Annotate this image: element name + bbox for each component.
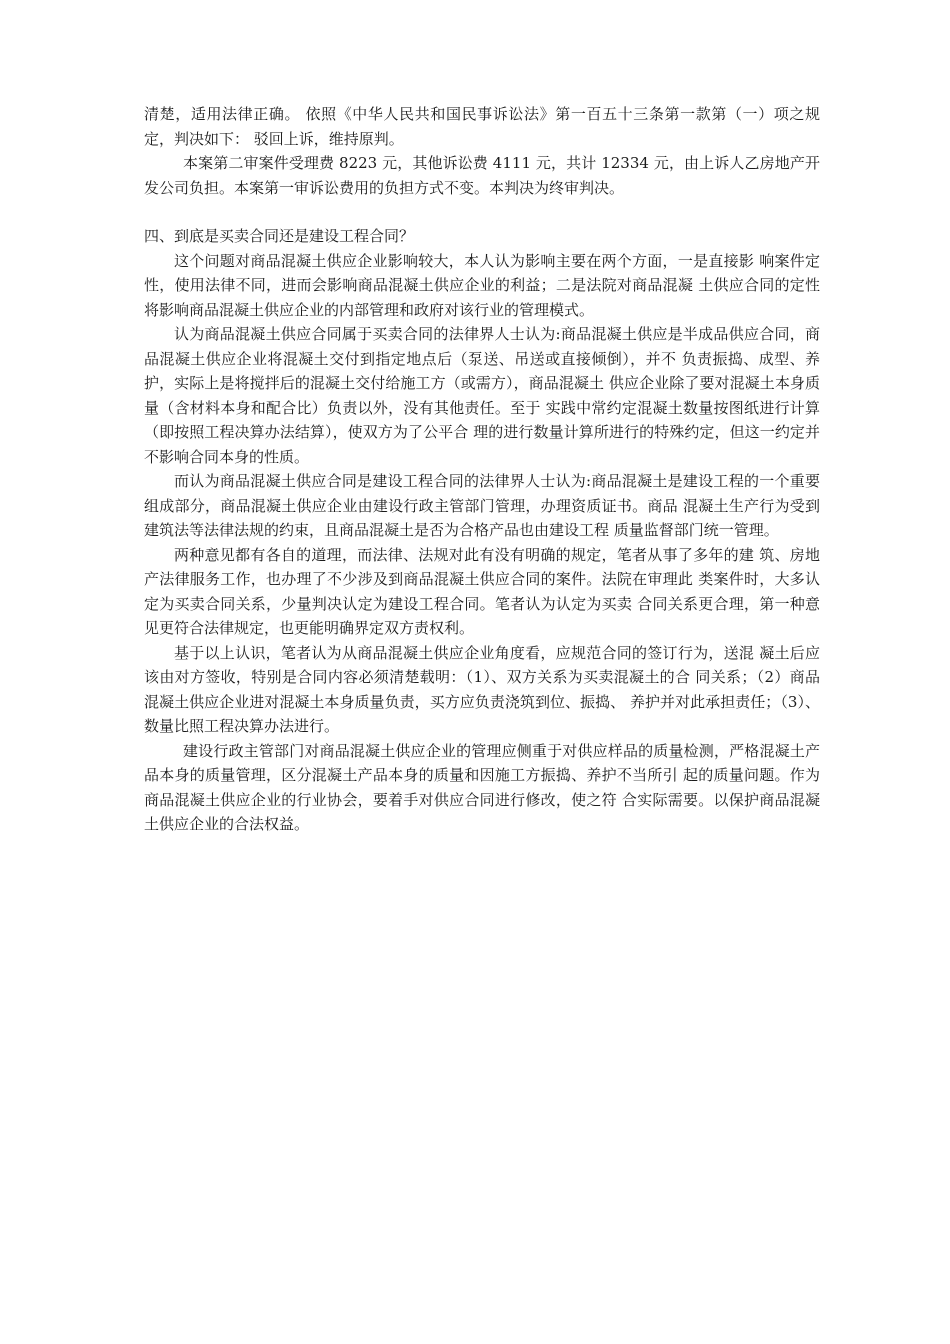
judgment-conclusion-paragraph: 清楚，适用法律正确。 依照《中华人民共和国民事诉讼法》第一百五十三条第一款第（一）项之规定，判决如下： 驳回上诉，维持原判。 — [144, 105, 820, 148]
section-paragraph-sales-contract-view: 认为商品混凝土供应合同属于买卖合同的法律界人士认为:商品混凝土供应是半成品供应合同，商品混凝土供应企业将混凝土交付到指定地点后（泵送、吊送或直接倾倒），并不 负责振捣、成型、养护，实际上是将搅拌后的混凝土交付给施工方（或需方），商品混凝土 供应企业除了要对混凝土本身质量（含材料本身和配合比）负责以外，没有其他责任。至于 实践中常约定混凝土数量按图纸进行计算（即按照工程决算办法结算），使双方为了公平合 理的进行数量计算所进行的特殊约定，但这一约定并不影响合同本身的性质。 — [144, 325, 820, 466]
section-paragraph-author-opinion: 两种意见都有各自的道理，而法律、法规对此有没有明确的规定，笔者从事了多年的建 筑、房地产法律服务工作，也办理了不少涉及到商品混凝土供应合同的案件。法院在审理此 类案件时，大多认定为买卖合同关系，少量判决认定为建设工程合同。笔者认为认定为买卖 合同关系更合理，第一种意见更符合法律规定，也更能明确界定双方责权利。 — [144, 545, 820, 637]
section-paragraph-recommendations: 基于以上认识，笔者认为从商品混凝土供应企业角度看，应规范合同的签订行为，送混 凝土后应该由对方签收，特别是合同内容必须清楚载明：（1）、双方关系为买卖混凝土的合 同关系；（2）商品混凝土供应企业进对混凝土本身质量负责，买方应负责浇筑到位、振捣、 养护并对此承担责任；（3）、数量比照工程决算办法进行。 — [144, 643, 820, 735]
section-heading: 四、到底是买卖合同还是建设工程合同？ — [144, 227, 415, 245]
section-paragraph-regulator-advice: 建设行政主管部门对商品混凝土供应企业的管理应侧重于对供应样品的质量检测，严格混凝土产品本身的质量管理，区分混凝土产品本身的质量和因施工方振捣、养护不当所引 起的质量问题。作为商品混凝土供应企业的行业协会，要着手对供应合同进行修改，使之符 合实际需要。以保护商品混凝土供应企业的合法权益。 — [144, 741, 820, 833]
section-paragraph-construction-contract-view: 而认为商品混凝土供应合同是建设工程合同的法律界人士认为:商品混凝土是建设工程的一个重要组成部分，商品混凝土供应企业由建设行政主管部门管理，办理资质证书。商品 混凝土生产行为受到建筑法等法律法规的约束，且商品混凝土是否为合格产品也由建设工程 质量监督部门统一管理。 — [144, 472, 820, 539]
section-paragraph-impact: 这个问题对商品混凝土供应企业影响较大，本人认为影响主要在两个方面，一是直接影 响案件定性，使用法律不同，进而会影响商品混凝土供应企业的利益；二是法院对商品混凝 土供应合同的定性将影响商品混凝土供应企业的内部管理和政府对该行业的管理模式。 — [144, 251, 820, 319]
court-fee-paragraph: 本案第二审案件受理费 8223 元，其他诉讼费 4111 元，共计 12334 元，由上诉人乙房地产开发公司负担。本案第一审诉讼费用的负担方式不变。本判决为终审判决。 — [144, 154, 820, 197]
document-body — [144, 102, 820, 837]
